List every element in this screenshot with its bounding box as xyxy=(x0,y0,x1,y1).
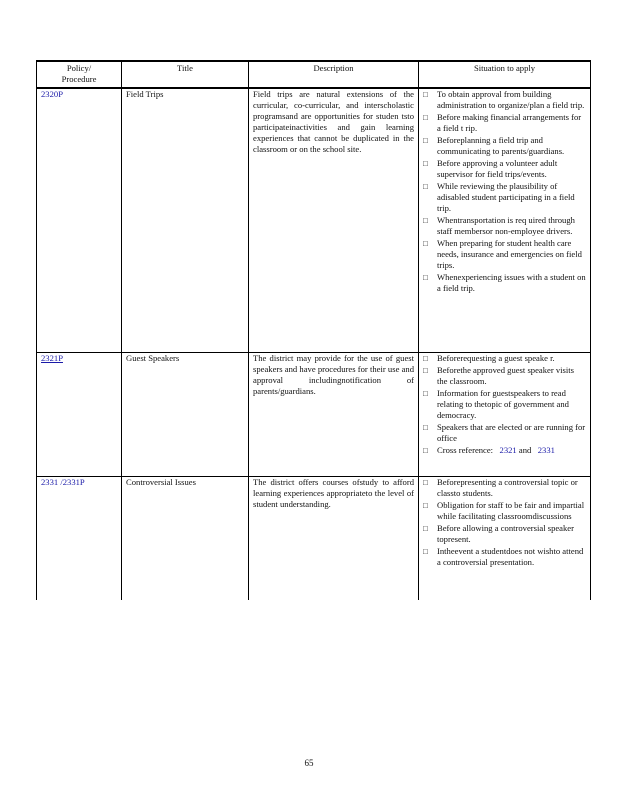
policy-table xyxy=(36,60,591,600)
list-item xyxy=(423,89,586,111)
title-cell: Controversial Issues xyxy=(122,476,249,600)
list-item xyxy=(423,500,586,522)
list-item xyxy=(423,215,586,237)
table-row xyxy=(37,352,591,476)
policy-cell xyxy=(37,476,122,600)
checkbox-bullet-icon: □ xyxy=(423,500,428,510)
situation-text: Beforepresenting a controversial topic or classto students. xyxy=(437,476,578,498)
checkbox-bullet-icon: □ xyxy=(423,216,428,225)
situation-text: Before allowing a controversial speaker topresent. xyxy=(437,522,574,544)
situation-text: While reviewing the plausibility of adisabled student participating in a field trip. xyxy=(437,181,575,213)
policy-cell xyxy=(37,352,122,476)
checkbox-bullet-icon: □ xyxy=(423,159,428,168)
checkbox-bullet-icon: □ xyxy=(423,90,428,99)
situation-list xyxy=(423,89,586,294)
list-item xyxy=(423,477,586,499)
list-item xyxy=(423,112,586,134)
checkbox-bullet-icon: □ xyxy=(423,182,428,191)
checkbox-bullet-icon: □ xyxy=(423,273,428,282)
checkbox-bullet-icon: □ xyxy=(423,136,428,145)
checkbox-bullet-icon: □ xyxy=(423,113,428,122)
situation-text: Beforerequesting a guest speake r. xyxy=(437,352,555,363)
header-policy-line2: Procedure xyxy=(61,74,97,84)
situation-text: Beforethe approved guest speaker visits the classroom. xyxy=(437,364,574,386)
situation-text: Obligation for staff to be fair and impartial while facilitating classroomdiscussions xyxy=(437,499,585,521)
checkbox-bullet-icon: □ xyxy=(423,445,428,455)
table-header-row xyxy=(37,61,591,88)
header-situation: Situation to apply xyxy=(419,61,591,88)
title-cell: Field Trips xyxy=(122,88,249,352)
situation-text: Speakers that are elected or are running for office xyxy=(437,421,586,443)
cross-reference-label: Cross reference: xyxy=(437,444,494,455)
title-cell: Guest Speakers xyxy=(122,352,249,476)
header-description: Description xyxy=(249,61,419,88)
list-item xyxy=(423,135,586,157)
cross-reference-link[interactable]: 2321 xyxy=(499,444,517,455)
checkbox-bullet-icon: □ xyxy=(423,422,428,432)
checkbox-bullet-icon: □ xyxy=(423,477,428,487)
list-item xyxy=(423,181,586,214)
table-row xyxy=(37,88,591,352)
cross-reference-and: and xyxy=(518,444,532,455)
situation-text: Intheevent a studentdoes not wishto attend a controversial presentation. xyxy=(437,545,584,567)
list-item xyxy=(423,388,586,421)
checkbox-bullet-icon: □ xyxy=(423,546,428,556)
policy-link[interactable]: 2321P xyxy=(41,352,63,363)
list-item xyxy=(423,158,586,180)
situation-cell xyxy=(419,352,591,476)
list-item xyxy=(423,272,586,294)
checkbox-bullet-icon: □ xyxy=(423,239,428,248)
situation-list xyxy=(423,353,586,456)
table-row xyxy=(37,476,591,600)
situation-list xyxy=(423,477,586,568)
list-item xyxy=(423,546,586,568)
header-policy-line1: Policy/ xyxy=(66,63,92,73)
checkbox-bullet-icon: □ xyxy=(423,365,428,375)
policy-link[interactable]: 2331 /2331P xyxy=(41,476,85,487)
checkbox-bullet-icon: □ xyxy=(423,353,428,363)
situation-text: Beforeplanning a field trip and communicating to parents/guardians. xyxy=(437,135,565,156)
list-item xyxy=(423,238,586,271)
cross-reference xyxy=(423,445,586,456)
situation-text: Information for guestspeakers to read relating to thetopic of government and democracy. xyxy=(437,387,569,420)
situation-text: To obtain approval from building administration to organize/plan a field trip. xyxy=(437,89,585,110)
header-policy xyxy=(37,61,122,88)
list-item xyxy=(423,365,586,387)
situation-text: Whenexperiencing issues with a student on a field trip. xyxy=(437,272,586,293)
situation-cell xyxy=(419,88,591,352)
list-item xyxy=(423,353,586,364)
checkbox-bullet-icon: □ xyxy=(423,523,428,533)
situation-text: Whentransportation is req uired through staff membersor non-employee drivers. xyxy=(437,215,575,236)
situation-text: Before approving a volunteer adult supervisor for field trips/events. xyxy=(437,158,558,179)
situation-cell xyxy=(419,476,591,600)
situation-text: When preparing for student health care needs, insurance and emergencies on field trips. xyxy=(437,238,582,270)
checkbox-bullet-icon: □ xyxy=(423,388,428,398)
cross-reference-link[interactable]: 2331 xyxy=(537,444,555,455)
document-page xyxy=(36,60,590,600)
list-item xyxy=(423,523,586,545)
page-number: 65 xyxy=(304,758,314,768)
policy-cell xyxy=(37,88,122,352)
list-item xyxy=(423,422,586,444)
header-title: Title xyxy=(122,61,249,88)
policy-link[interactable]: 2320P xyxy=(41,89,63,99)
description-cell: Field trips are natural extensions of the curricular, co-curricular, and interscholastic programsand are opportunities for studen tsto participateinactivities and gain learning experiences that cannot be duplicated in the classroom or on the school site. xyxy=(249,88,419,352)
situation-text: Before making financial arrangements for a field t rip. xyxy=(437,112,582,133)
description-cell: The district may provide for the use of guest speakers and have procedures for their use and approval includingnotification of parents/guardians. xyxy=(249,352,419,476)
description-cell: The district offers courses ofstudy to afford learning experiences appropriateto the level of student understanding. xyxy=(249,476,419,600)
